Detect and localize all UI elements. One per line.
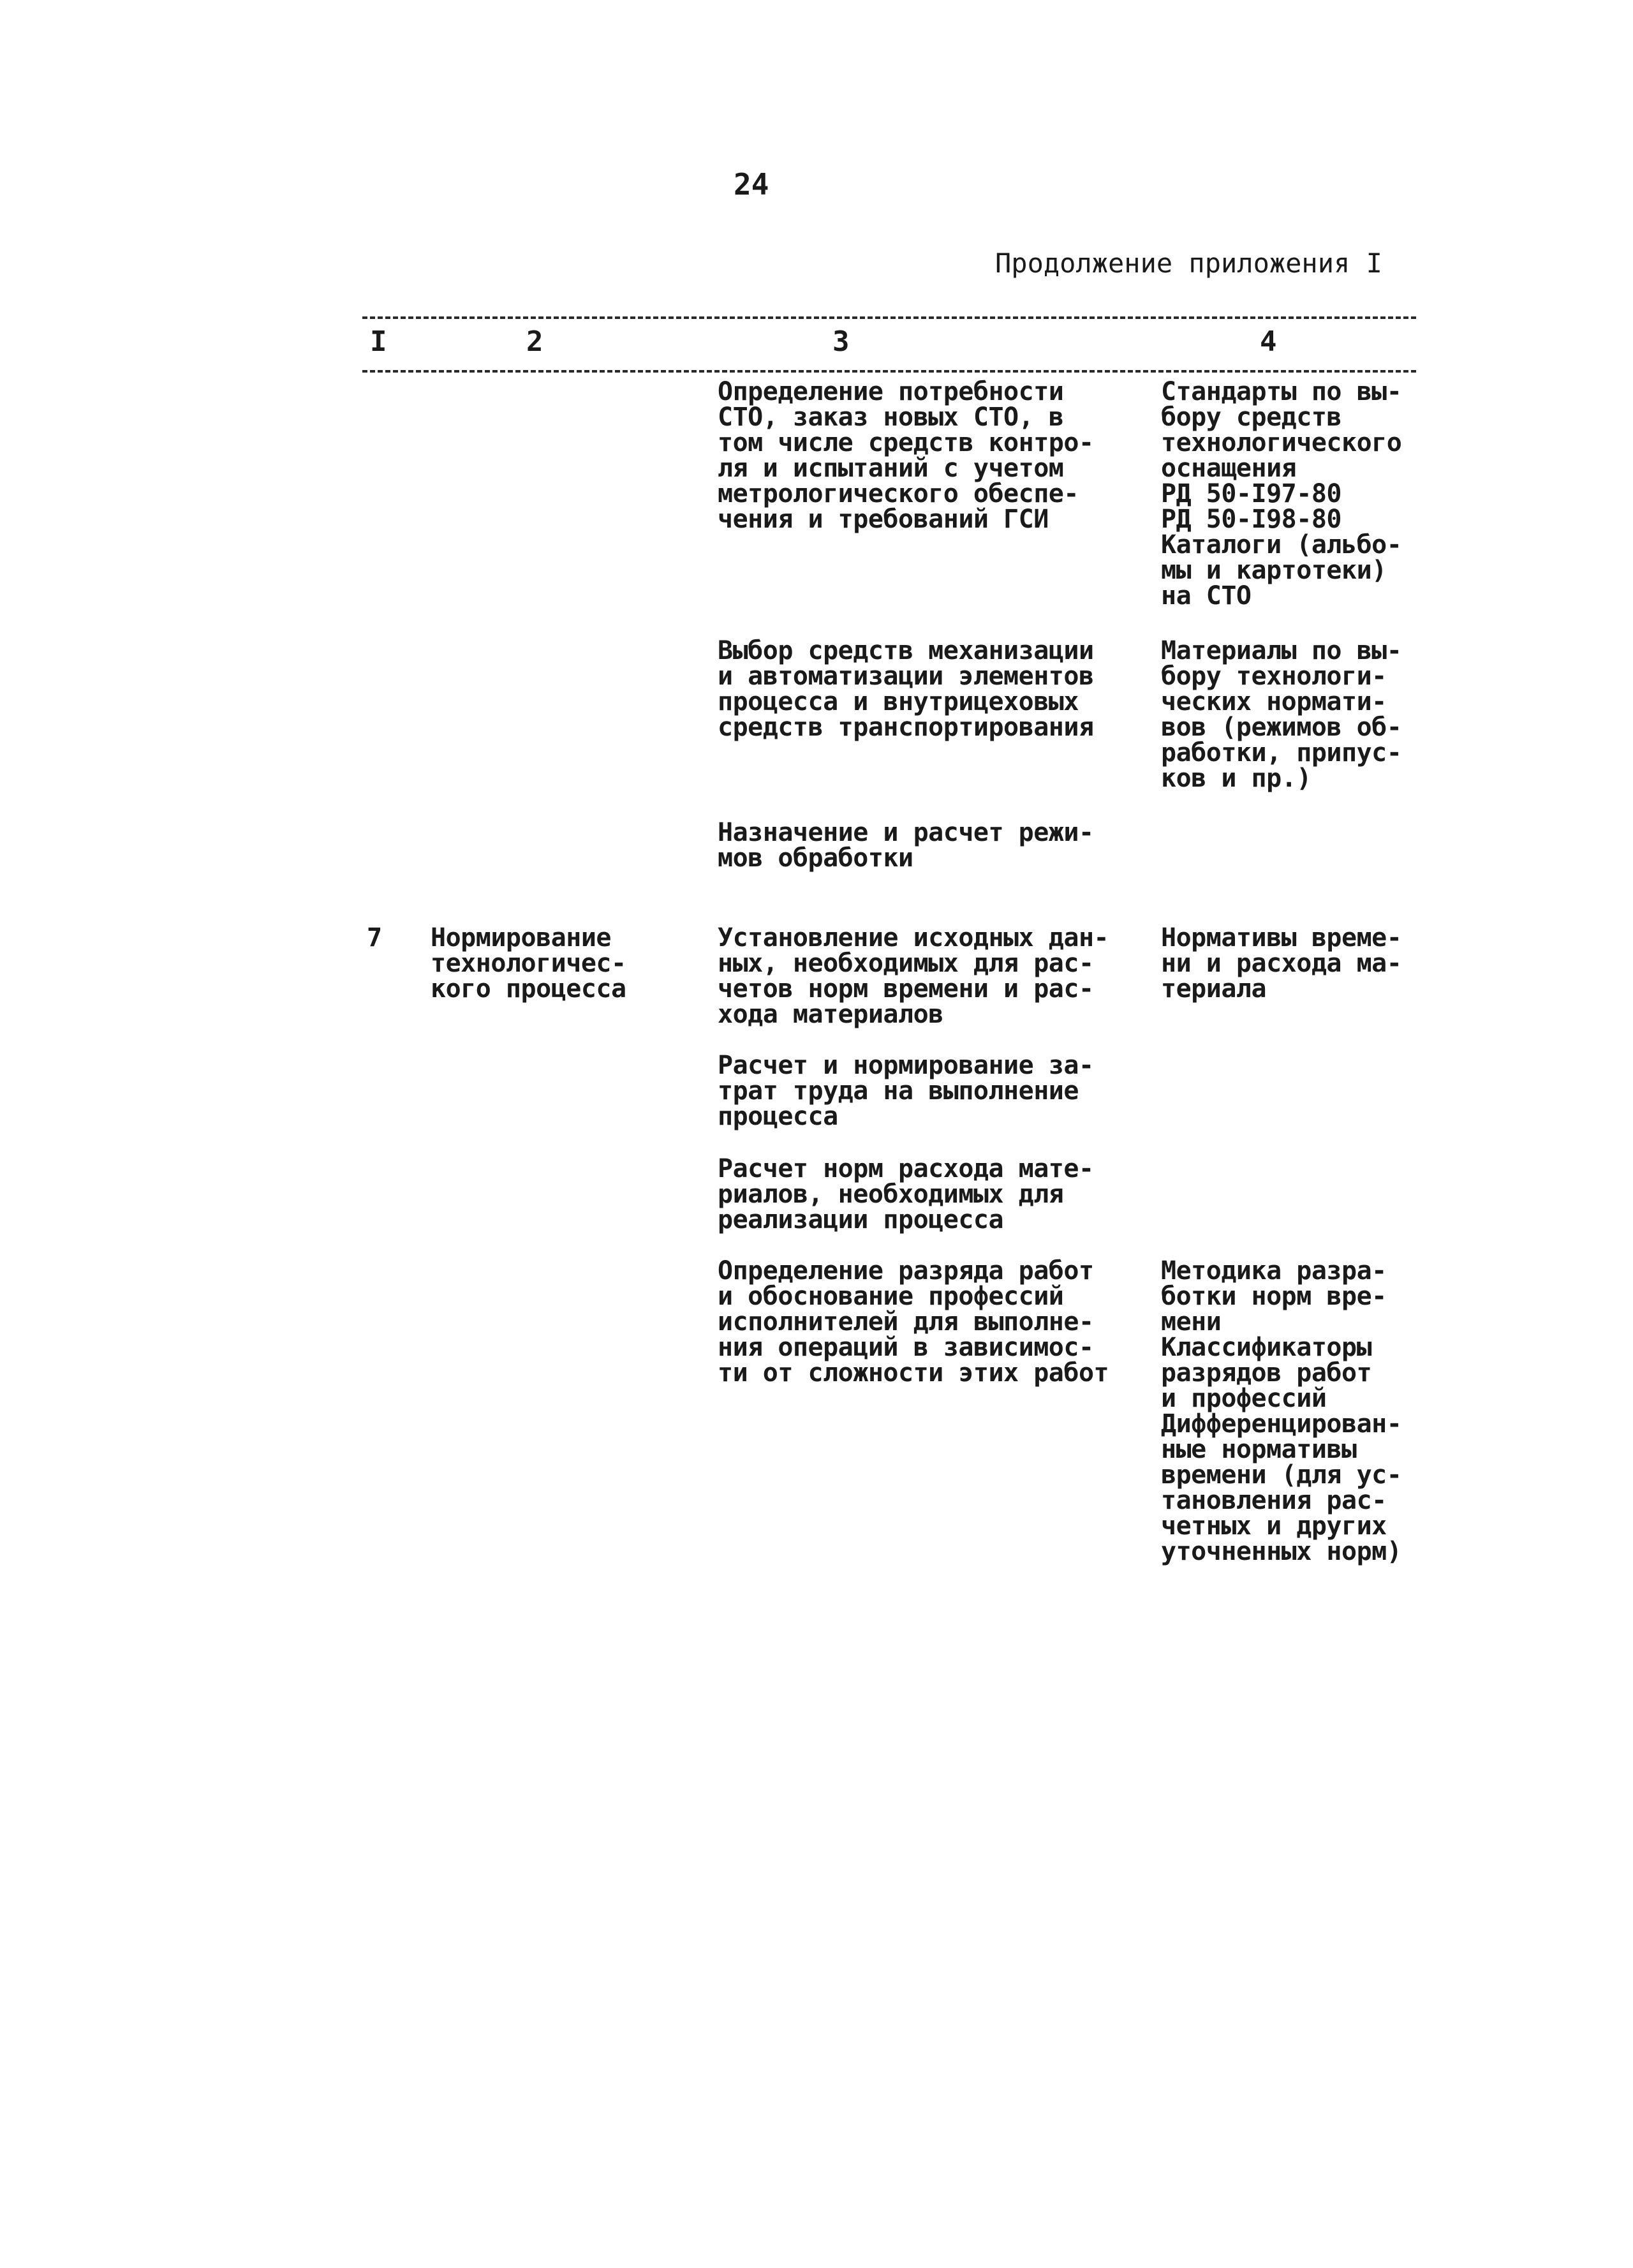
col-head-3: 3 [832, 325, 850, 358]
col-head-2: 2 [526, 325, 543, 358]
row4-col2: Нормирование технологичес- кого процесса [431, 923, 626, 1004]
row2-col3: Выбор средств механизации и автоматизации элементов процесса и внутрицеховых средств транспортирования [718, 636, 1094, 742]
page-number: 24 [734, 167, 769, 202]
row4-col4: Нормативы време- ни и расхода ма- териала [1161, 923, 1402, 1004]
row2-col4: Материалы по вы- бору технологи- ческих нормати- вов (режимов об- работки, припус- ков и пр.) [1161, 636, 1402, 793]
row7-col4: Методика разра- ботки норм вре- мени Классификаторы разрядов работ и профессий Дифференцирован- ные нормативы времени (для ус- тановления рас- четных и других уточненных норм) [1161, 1256, 1402, 1566]
row6-col3: Расчет норм расхода мате- риалов, необходимых для реализации процесса [718, 1154, 1094, 1234]
col-head-4: 4 [1260, 325, 1277, 358]
row4-col3: Установление исходных дан- ных, необходимых для рас- четов норм времени и рас- хода материалов [718, 923, 1109, 1029]
row7-col3: Определение разряда работ и обоснование профессий исполнителей для выполне- ния операций в зависимос- ти от сложности этих работ [718, 1256, 1109, 1388]
row4-col1: 7 [367, 923, 382, 952]
row1-col3: Определение потребности СТО, заказ новых СТО, в том числе средств контро- ля и испытаний с учетом метрологического обеспе- чения и требований ГСИ [718, 377, 1094, 534]
table-rule-top [362, 316, 1416, 319]
row3-col3: Назначение и расчет режи- мов обработки [718, 818, 1094, 873]
row1-col4: Стандарты по вы- бору средств технологического оснащения РД 50-I97-80 РД 50-I98-80 Каталоги (альбо- мы и картотеки) на СТО [1161, 377, 1402, 611]
table-rule-bottom [362, 370, 1416, 373]
col-head-1: I [370, 325, 387, 358]
continuation-note: Продолжение приложения I [995, 248, 1382, 279]
row5-col3: Расчет и нормирование за- трат труда на выполнение процесса [718, 1051, 1094, 1131]
